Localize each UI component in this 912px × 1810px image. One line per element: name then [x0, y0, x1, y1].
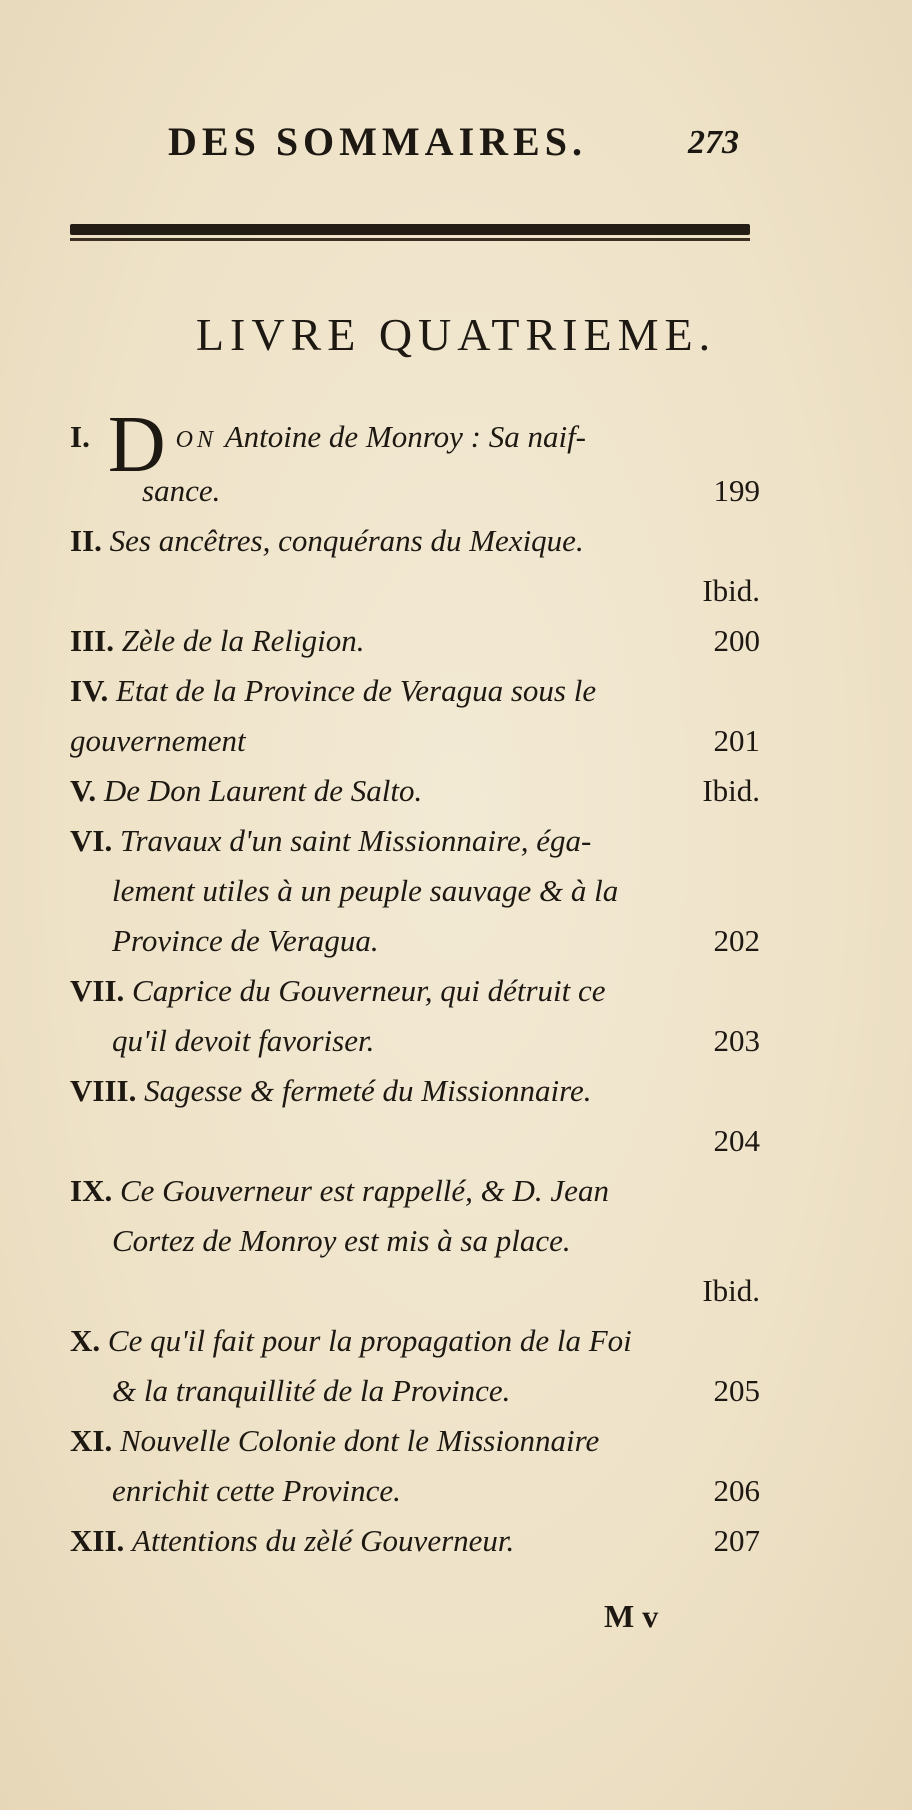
toc-entry-6-cont2 — [70, 916, 760, 966]
toc-entry-9-cont — [70, 1216, 760, 1266]
toc-entry-3 — [70, 616, 760, 666]
entry-text: Travaux d'un saint Missionnaire, éga- — [119, 823, 592, 858]
entry-number: II. — [70, 523, 102, 558]
toc-entry-7-cont — [70, 1016, 760, 1066]
ornamental-rule — [70, 224, 750, 241]
entry-text: qu'il devoit favoriser. — [112, 1023, 375, 1058]
entry-smallcaps: ON — [175, 427, 217, 453]
entry-text: De Don Laurent de Salto. — [103, 773, 423, 808]
entry-page: 204 — [713, 1123, 760, 1158]
entry-number: III. — [70, 623, 114, 658]
entry-text: Ce Gouverneur est rappellé, & D. Jean — [119, 1173, 609, 1208]
toc-entry-2-cont — [70, 566, 760, 616]
entry-page: 201 — [713, 723, 760, 758]
toc-entry-1 — [70, 401, 760, 489]
running-head-title: DES SOMMAIRES. — [168, 119, 587, 164]
entry-text: Cortez de Monroy est mis à sa place. — [112, 1223, 571, 1258]
rule-thick — [70, 224, 750, 235]
entry-page: 206 — [713, 1473, 760, 1508]
entry-number: IV. — [70, 673, 109, 708]
entry-number: VI. — [70, 823, 113, 858]
entry-number: V. — [70, 773, 97, 808]
toc-entry-7 — [70, 966, 760, 1016]
table-of-contents — [70, 401, 760, 1566]
entry-text: Province de Veragua. — [112, 923, 379, 958]
toc-entry-9 — [70, 1166, 760, 1216]
running-head — [0, 118, 912, 168]
toc-entry-4-cont — [70, 716, 760, 766]
entry-number: XI. — [70, 1423, 113, 1458]
toc-entry-10-cont — [70, 1366, 760, 1416]
entry-page: 207 — [713, 1523, 760, 1558]
toc-entry-4 — [70, 666, 760, 716]
entry-number: I. — [70, 419, 90, 454]
entry-text: Caprice du Gouverneur, qui détruit ce — [132, 973, 606, 1008]
entry-page: 200 — [713, 623, 760, 658]
entry-page: 199 — [713, 473, 760, 508]
entry-page: Ibid. — [702, 773, 760, 808]
entry-page: 202 — [713, 923, 760, 958]
entry-page: Ibid. — [702, 1273, 760, 1308]
entry-text: Nouvelle Colonie dont le Missionnaire — [119, 1423, 600, 1458]
entry-text: Ses ancêtres, conquérans du Mexique. — [109, 523, 584, 558]
toc-entry-9-cont2 — [70, 1266, 760, 1316]
book-title: LIVRE QUATRIEME. — [195, 309, 717, 360]
entry-number: VII. — [70, 973, 125, 1008]
entry-text: enrichit cette Province. — [112, 1473, 401, 1508]
page-number: 273 — [688, 124, 739, 161]
entry-number: VIII. — [70, 1073, 137, 1108]
entry-number: XII. — [70, 1523, 125, 1558]
entry-text: Etat de la Province de Veragua sous le — [115, 673, 597, 708]
drop-cap: D — [107, 401, 166, 489]
entry-text: gouvernement — [70, 723, 246, 758]
entry-page: 203 — [713, 1023, 760, 1058]
toc-entry-5 — [70, 766, 760, 816]
entry-page: Ibid. — [702, 573, 760, 608]
entry-text: & la tranquillité de la Province. — [112, 1373, 511, 1408]
signature-mark: M v — [604, 1598, 659, 1634]
toc-entry-8-cont — [70, 1116, 760, 1166]
entry-text: Ce qu'il fait pour la propagation de la Foi — [107, 1323, 632, 1358]
entry-text: lement utiles à un peuple sauvage & à la — [112, 873, 619, 908]
entry-number: X. — [70, 1323, 101, 1358]
toc-entry-2 — [70, 516, 760, 566]
toc-entry-6 — [70, 816, 760, 866]
entry-text: Antoine de Monroy : Sa naif- — [224, 419, 587, 454]
toc-entry-6-cont — [70, 866, 760, 916]
toc-entry-12 — [70, 1516, 760, 1566]
entry-text: Sagesse & fermeté du Missionnaire. — [144, 1073, 592, 1108]
toc-entry-1-cont — [70, 466, 760, 516]
rule-thin — [70, 238, 750, 241]
entry-text: Attentions du zèlé Gouverneur. — [132, 1523, 515, 1558]
toc-entry-8 — [70, 1066, 760, 1116]
toc-entry-10 — [70, 1316, 760, 1366]
toc-entry-11 — [70, 1416, 760, 1466]
entry-text: sance. — [142, 473, 221, 508]
toc-entry-11-cont — [70, 1466, 760, 1516]
entry-text: Zèle de la Religion. — [121, 623, 365, 658]
entry-number: IX. — [70, 1173, 113, 1208]
entry-page: 205 — [713, 1373, 760, 1408]
